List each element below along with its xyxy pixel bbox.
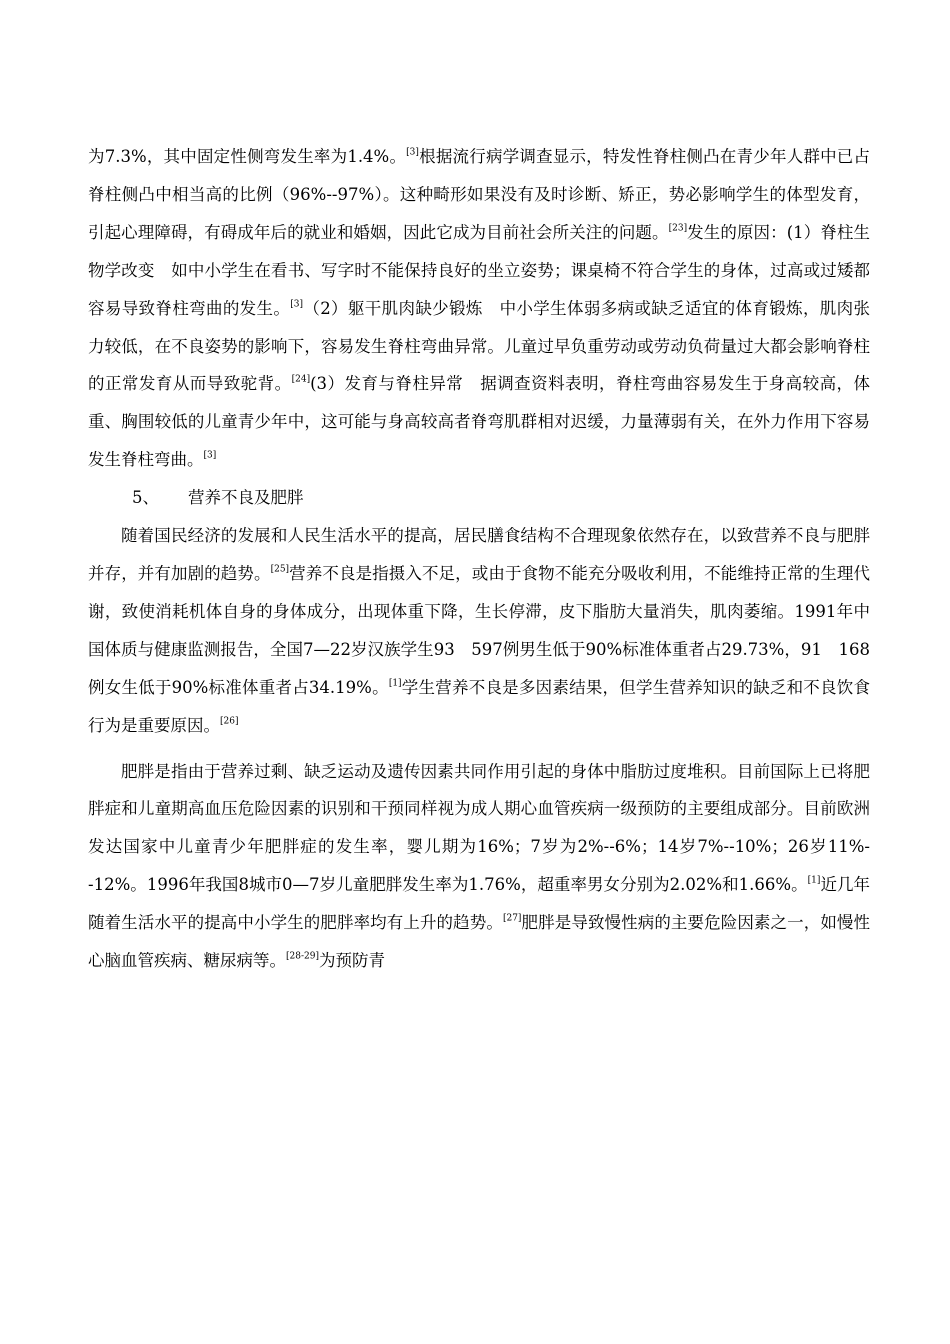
- section-5-body: [88, 517, 870, 980]
- citation-ref: [3]: [290, 298, 303, 309]
- paragraph-text: 为7.3%，其中固定性侧弯发生率为1.4%。: [88, 147, 407, 166]
- paragraph-text: 根据流行病学调查显示，特发性脊柱侧凸在青少年人群中已占脊柱侧凸中相当高的比例（96%--97%）。这种畸形如果没有及时诊断、矫正，势必影响学生的体型发育，引起心理障碍，有碍成年后的就业和婚姻，因此它成为目前社会所关注的问题。: [88, 147, 870, 242]
- paragraph: [88, 753, 870, 980]
- paragraph-text: 营养不良是指摄入不足，或由于食物不能充分吸收利用，不能维持正常的生理代谢，致使消耗机体自身的身体成分，出现体重下降，生长停滞，皮下脂肪大量消失，肌肉萎缩。1991年中国体质与健康监测报告，全国7—22岁汉族学生93 597例男生低于90%标准体重者占29.73%，91 168例女生低于90%标准体重者占34.19%。: [88, 563, 871, 697]
- section-heading: [88, 479, 870, 517]
- citation-ref: [3]: [406, 147, 419, 158]
- paragraph-text: （2）躯干肌肉缺少锻炼 中小学生体弱多病或缺乏适宜的体育锻炼，肌肉张力较低，在不良姿势的影响下，容易发生脊柱弯曲异常。儿童过早负重劳动或劳动负荷量过大都会影响脊柱的正常发育从而导致驼背。: [88, 298, 871, 394]
- paragraph-text: 肥胖是导致慢性病的主要危险因素之一，如慢性心脑血管疾病、糖尿病等。: [88, 913, 871, 971]
- paragraph-text: 为预防青: [318, 951, 385, 971]
- section-title: 营养不良及肥胖: [188, 488, 304, 508]
- citation-ref: [1]: [388, 678, 402, 689]
- body-text: [88, 138, 870, 980]
- paragraph-text: 随着国民经济的发展和人民生活水平的提高，居民膳食结构不合理现象依然存在，以致营养不良与肥胖并存，并有加剧的趋势。: [88, 526, 870, 583]
- citation-ref: [23]: [668, 223, 688, 234]
- citation-ref: [27]: [502, 913, 522, 924]
- section-4-continuation: [88, 138, 870, 479]
- section-number: 5、: [132, 488, 159, 508]
- citation-ref: [1]: [807, 875, 821, 886]
- citation-ref: [24]: [291, 374, 311, 385]
- paragraph: [88, 517, 870, 744]
- citation-ref: [25]: [270, 564, 290, 575]
- paragraph: [88, 138, 870, 479]
- paragraph-text: 近几年随着生活水平的提高中小学生的肥胖率均有上升的趋势。: [88, 875, 871, 933]
- paragraph-text: 肥胖是指由于营养过剩、缺乏运动及遗传因素共同作用引起的身体中脂肪过度堆积。目前国际上已将肥胖症和儿童期高血压危险因素的识别和干预同样视为成人期心血管疾病一级预防的主要组成部分。目前欧洲发达国家中儿童青少年肥胖症的发生率，婴儿期为16%；7岁为2%--6%；14岁7%--10%；26岁11%--12%。1996年我国8城市0—7岁儿童肥胖发生率为1.76%，超重率男女分别为2.02%和1.66%。: [88, 761, 870, 895]
- citation-ref: [26]: [220, 715, 239, 726]
- paragraph-text: 发生的原因：(1）脊柱生物学改变 如中小学生在看书、写字时不能保持良好的坐立姿势；课桌椅不符合学生的身体，过高或过矮都容易导致脊柱弯曲的发生。: [88, 222, 871, 318]
- paragraph-text: 学生营养不良是多因素结果，但学生营养知识的缺乏和不良饮食行为是重要原因。: [88, 677, 871, 735]
- citation-ref: [3]: [203, 450, 217, 461]
- paragraph-text: (3）发育与脊柱异常 据调查资料表明，脊柱弯曲容易发生于身高较高，体重、胸围较低的儿童青少年中，这可能与身高较高者脊弯肌群相对迟缓，力量薄弱有关，在外力作用下容易发生脊柱弯曲。: [88, 374, 871, 470]
- citation-ref: [28-29]: [286, 951, 319, 962]
